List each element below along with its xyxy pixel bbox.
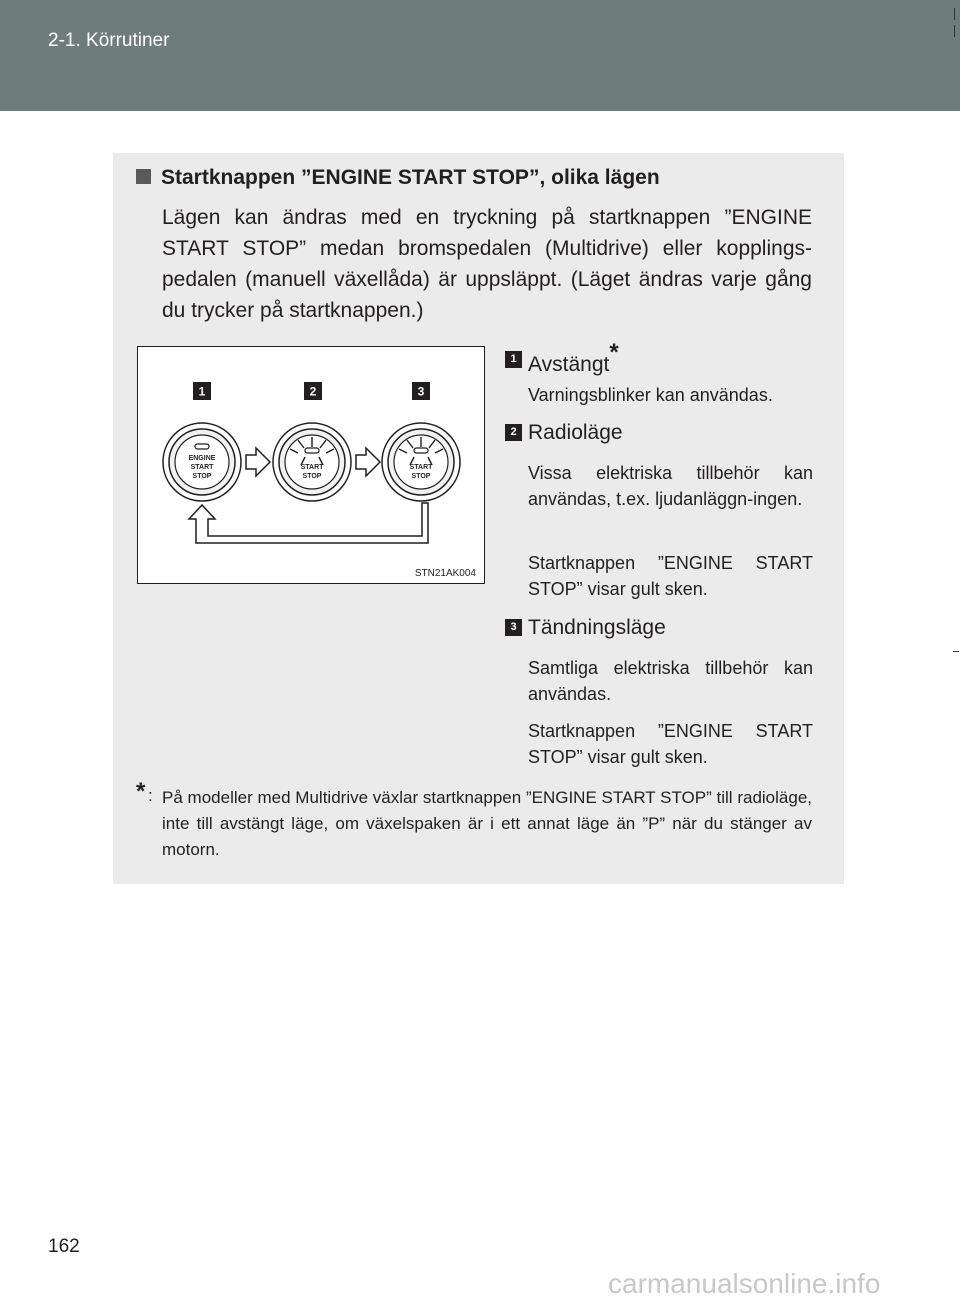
- state-2-desc-2: Startknappen ”ENGINE START STOP” visar gult sken.: [528, 553, 813, 599]
- state-3-title: Tändningsläge: [528, 616, 666, 639]
- asterisk-mark: *: [609, 339, 619, 366]
- engine-button-off-icon: [163, 423, 241, 501]
- watermark: carmanualsonline.info: [608, 1268, 881, 1299]
- crop-mark: [954, 8, 955, 20]
- page-header: [0, 0, 960, 111]
- state-3-desc-2: Startknappen ”ENGINE START STOP” visar gult sken.: [528, 721, 813, 767]
- right-arrow-icon: [356, 448, 380, 476]
- section-heading: [136, 166, 660, 190]
- figure-illustration: [138, 347, 484, 583]
- button-1-line-3: STOP: [192, 473, 212, 480]
- section-title: Startknappen ”ENGINE START STOP”, olika lägen: [161, 166, 660, 189]
- state-3-marker: 3: [505, 619, 522, 636]
- button-3-line-2: STOP: [411, 473, 431, 480]
- right-arrow-icon: [246, 448, 270, 476]
- state-3-desc-1: Samtliga elektriska tillbehör kan användas.: [528, 658, 813, 704]
- state-1-marker: 1: [505, 351, 522, 368]
- section-intro: Lägen kan ändras med en tryckning på startknappen ”ENGINE START STOP” medan bromspedalen (Multidrive) eller kopplings-pedalen (manuell växellåda) är uppsläppt. (Läget ändras varje gång du trycker på startknappen.): [162, 206, 812, 322]
- state-2-desc-1: Vissa elektriska tillbehör kan användas, t.ex. ljudanläggn-ingen.: [528, 463, 813, 509]
- figure-marker-2-label: 2: [309, 384, 317, 399]
- footnote-asterisk: *: [136, 778, 146, 805]
- figure-marker-1-label: 1: [198, 384, 206, 399]
- crop-mark: [954, 25, 955, 37]
- figure-code: STN21AK004: [414, 568, 476, 579]
- button-2-line-2: STOP: [302, 473, 322, 480]
- page-number: 162: [48, 1236, 80, 1257]
- button-3-line-1: START: [409, 464, 433, 471]
- footnote-text: På modeller med Multidrive växlar startknappen ”ENGINE START STOP” till radioläge, inte till avstängt läge, om växelspaken är i ett annat läge än ”P” när du stänger av motorn.: [162, 788, 812, 859]
- button-1-line-1: ENGINE: [188, 455, 216, 462]
- return-arrow-icon: [189, 503, 428, 543]
- engine-button-lit-icon: [273, 423, 351, 501]
- breadcrumb: 2-1. Körrutiner: [48, 30, 170, 51]
- square-bullet-icon: [136, 169, 151, 184]
- engine-button-lit-icon: [382, 423, 460, 501]
- figure-marker-3-label: 3: [417, 384, 425, 399]
- button-1-line-2: START: [190, 464, 214, 471]
- state-1-title: [528, 339, 619, 377]
- state-2-title: Radioläge: [528, 421, 623, 444]
- button-2-line-1: START: [300, 464, 324, 471]
- state-2-marker: 2: [505, 424, 522, 441]
- state-1-desc: Varningsblinker kan användas.: [528, 385, 773, 405]
- state-1-title-text: Avstängt: [528, 353, 610, 376]
- crop-mark: [953, 651, 959, 652]
- button-modes-figure: [137, 346, 485, 584]
- footnote-colon: :: [148, 786, 153, 805]
